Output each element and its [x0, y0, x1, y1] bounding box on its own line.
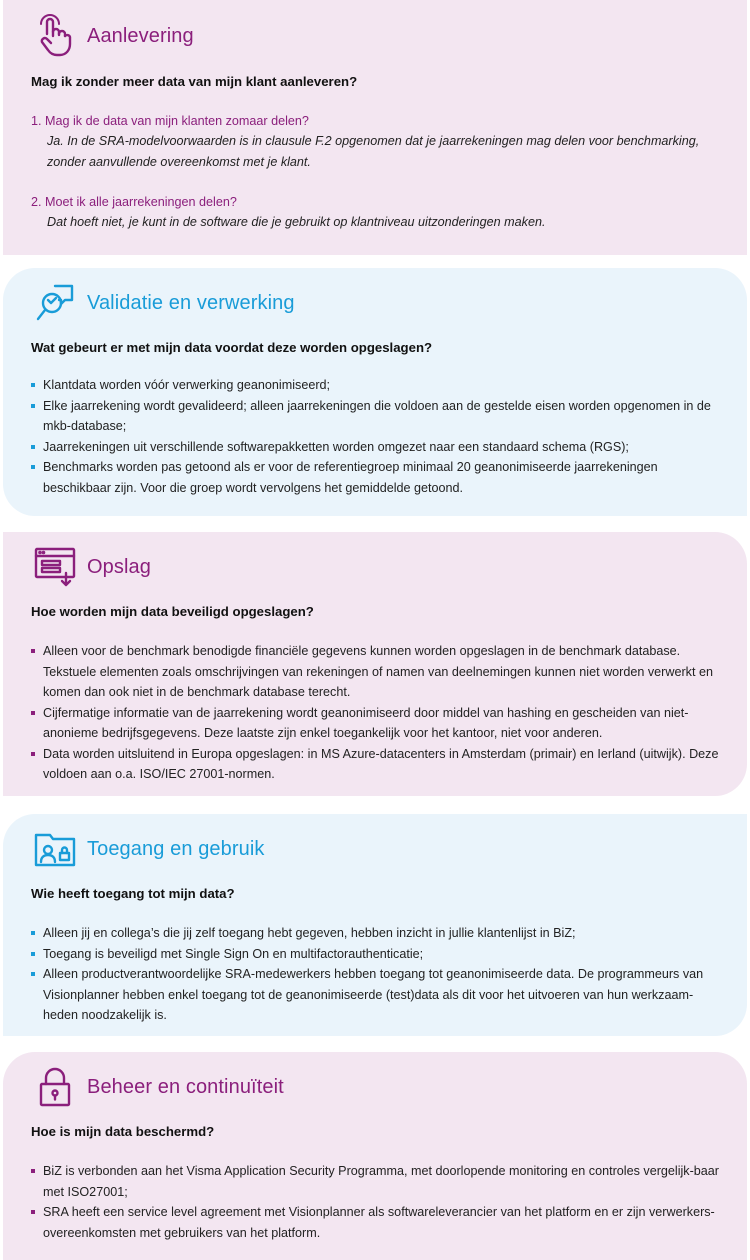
- faq-item: [31, 192, 725, 233]
- list-item: Klantdata worden vóór verwerking geanonimiseerd;: [31, 375, 725, 396]
- faq-answer: Ja. In de SRA-modelvoorwaarden is in clausule F.2 opgenomen dat je jaarrekeningen mag delen voor benchmarking, zonder aanvullende overeenkomst met je klant.: [47, 134, 700, 169]
- section-validatie: [3, 268, 747, 516]
- list-item: SRA heeft een service level agreement met Visionplanner als softwareleverancier van het platform en er zijn verwerkers-overeenkomsten met gebruikers van het platform.: [31, 1202, 725, 1243]
- storage-window-icon: [31, 543, 79, 591]
- section-header: [31, 532, 725, 602]
- bullet-list: [31, 375, 725, 498]
- section-title: Beheer en continuïteit: [87, 1075, 284, 1098]
- faq-question: 2. Moet ik alle jaarrekeningen delen?: [31, 195, 237, 209]
- section-header: [31, 814, 725, 884]
- section-question: Wie heeft toegang tot mijn data?: [31, 886, 235, 901]
- user-folder-lock-icon: [31, 825, 79, 873]
- section-header: [31, 0, 725, 72]
- section-title: Opslag: [87, 555, 151, 578]
- section-header: [31, 268, 725, 338]
- section-question: Mag ik zonder meer data van mijn klant aanleveren?: [31, 74, 358, 89]
- section-question: Hoe is mijn data beschermd?: [31, 1124, 215, 1139]
- list-item: Cijfermatige informatie van de jaarrekening wordt geanonimiseerd door middel van hashing en gescheiden van niet-anonieme bedrijfsgegevens. Deze laatste zijn enkel toegankelijk voor het kantoor, niet voor anderen.: [31, 703, 725, 744]
- padlock-icon: [31, 1063, 79, 1111]
- bullet-list: [31, 1161, 725, 1243]
- section-question: Hoe worden mijn data beveiligd opgeslagen?: [31, 604, 314, 619]
- list-item: Alleen voor de benchmark benodigde financiële gegevens kunnen worden opgeslagen in de benchmark database. Tekstuele elementen zoals omschrijvingen van rekeningen of namen van deelnemingen kunnen niet worden verwerkt en komen dan ook niet in de benchmark database terecht.: [31, 641, 725, 703]
- section-opslag: [3, 532, 747, 796]
- section-toegang: [3, 814, 747, 1036]
- section-question: Wat gebeurt er met mijn data voordat deze worden opgeslagen?: [31, 340, 433, 355]
- bullet-list: [31, 641, 725, 785]
- faq-question: 1. Mag ik de data van mijn klanten zomaar delen?: [31, 114, 309, 128]
- list-item: Toegang is beveiligd met Single Sign On en multifactorauthenticatie;: [31, 944, 725, 965]
- list-item: Elke jaarrekening wordt gevalideerd; alleen jaarrekeningen die voldoen aan de gestelde eisen worden opgenomen in de mkb-database;: [31, 396, 725, 437]
- section-title: Aanlevering: [87, 24, 194, 47]
- chat-search-icon: [31, 279, 79, 327]
- list-item: BiZ is verbonden aan het Visma Application Security Programma, met doorlopende monitoring en controles vergelijk-baar met ISO27001;: [31, 1161, 725, 1202]
- list-item: Data worden uitsluitend in Europa opgeslagen: in MS Azure-datacenters in Amsterdam (primair) en Ierland (uitwijk). Deze voldoen aan o.a. ISO/IEC 27001-normen.: [31, 744, 725, 785]
- section-aanlevering: [3, 0, 747, 255]
- list-item: Benchmarks worden pas getoond als er voor de referentiegroep minimaal 20 geanonimiseerde jaarrekeningen beschikbaar zijn. Voor die groep wordt vervolgens het gemiddelde getoond.: [31, 457, 725, 498]
- bullet-list: [31, 923, 725, 1026]
- list-item: Alleen productverantwoordelijke SRA-medewerkers hebben toegang tot geanonimiseerde data. De programmeurs van Visionplanner hebben enkel toegang tot de geanonimiseerde (test)data als dit voor het uitvoeren van hun werkzaam-heden noodzakelijk is.: [31, 964, 725, 1026]
- faq-answer: Dat hoeft niet, je kunt in de software die je gebruikt op klantniveau uitzonderingen maken.: [47, 215, 546, 229]
- section-title: Validatie en verwerking: [87, 291, 295, 314]
- section-beheer: [3, 1052, 747, 1260]
- list-item: Jaarrekeningen uit verschillende softwarepakketten worden omgezet naar een standaard schema (RGS);: [31, 437, 725, 458]
- faq-item: [31, 111, 725, 172]
- section-header: [31, 1052, 725, 1122]
- hand-pointer-icon: [31, 12, 79, 60]
- section-title: Toegang en gebruik: [87, 837, 265, 860]
- list-item: Alleen jij en collega’s die jij zelf toegang hebt gegeven, hebben inzicht in jullie klantenlijst in BiZ;: [31, 923, 725, 944]
